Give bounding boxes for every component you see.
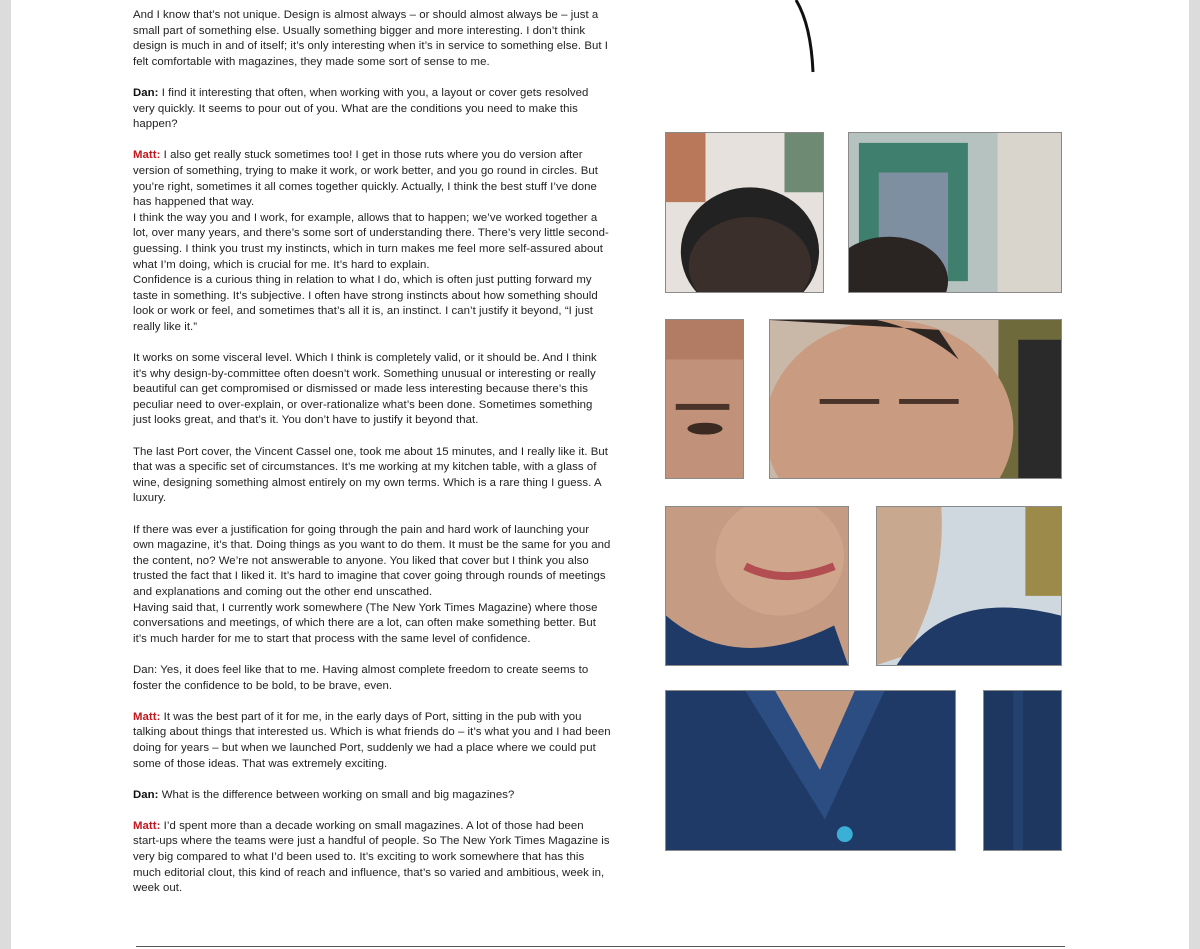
paragraph: Dan: I find it interesting that often, when working with you, a layout or cover gets resolved very quickly. It seems to pour out of you. What are the conditions you need to make this happen? bbox=[133, 86, 589, 131]
photo-tile bbox=[665, 506, 849, 666]
photo-tile bbox=[983, 690, 1062, 851]
paragraph: It works on some visceral level. Which I think is completely valid, or it should be. And I think it’s why design-by-committee often doesn’t work. Something unusual or interesting or really beautiful can get compromised or dismissed or made less interesting because there’s this peculiar need to over-explain, or over-rationalize what’s been done. Sometimes something just looks great, and that’s it. You don’t have to justify it beyond that. bbox=[133, 352, 597, 427]
photo-tile bbox=[665, 319, 744, 479]
speaker-label: Dan: bbox=[133, 86, 159, 99]
photo-tile bbox=[665, 132, 824, 293]
speaker-label: Dan: bbox=[133, 788, 159, 801]
speaker-label: Matt: bbox=[133, 819, 161, 832]
paragraph: Having said that, I currently work somewhere (The New York Times Magazine) where those conversations and meetings, of which there are a lot, can often make something better. But it’s much harder for me to start that process with the same level of confidence. bbox=[133, 601, 598, 645]
magazine-page bbox=[11, 0, 1189, 949]
paragraph: Dan: What is the difference between working on small and big magazines? bbox=[133, 788, 515, 801]
photo-tile bbox=[848, 132, 1062, 293]
paragraph: And I know that’s not unique. Design is almost always – or should almost always be – just a small part of something else. Usually something bigger and more interesting. I don’t think design is much in and of itself; it’s only interesting when it’s in service to something else. But I felt comfortable with magazines, they made some sort of sense to me. bbox=[133, 9, 608, 68]
paragraph: Matt: I also get really stuck sometimes too! I get in those ruts where you do version after version of something, trying to make it work, or work better, and you go round in circles. But you’re right, sometimes it all comes together quickly. Actually, I think the best stuff I’ve done has happened that way. bbox=[133, 149, 598, 209]
paragraph: If there was ever a justification for going through the pain and hard work of launching your own magazine, it’s that. Doing things as you want to do them. It must be the same for you and the content, no? We’re not answerable to anyone. You liked that cover but I think you also trusted the fact that I liked it. It’s hard to imagine that cover going through rounds of meetings and explanations and coming out the other end unscathed. bbox=[133, 523, 611, 598]
footer-rule bbox=[136, 946, 1065, 947]
article-body bbox=[133, 8, 613, 912]
photo-tile bbox=[665, 690, 956, 851]
decorative-curve-icon bbox=[781, 0, 841, 80]
paragraph: Confidence is a curious thing in relation to what I do, which is often just putting forward my taste in something. It’s subjective. I often have strong instincts about how something should look or work or feel, and sometimes that’s all it is, an instinct. I can’t justify it beyond, “I just really like it.” bbox=[133, 274, 598, 333]
paragraph: The last Port cover, the Vincent Cassel one, took me about 15 minutes, and I really like it. But that was a specific set of circumstances. It’s me working at my kitchen table, with a glass of wine, designing something almost entirely on my own terms. Which is a rare thing I guess. A luxury. bbox=[133, 445, 609, 505]
paragraph: Matt: It was the best part of it for me, in the early days of Port, sitting in the pub with you talking about things that interested us. Which is what friends do – it’s what you and I had been doing for years – but when we launched Port, suddenly we had a place where we could put some of those ideas. That was extremely exciting. bbox=[133, 710, 611, 770]
speaker-label: Matt: bbox=[133, 149, 161, 162]
speaker-label: Matt: bbox=[133, 710, 161, 723]
photo-tile bbox=[876, 506, 1062, 666]
paragraph: I think the way you and I work, for example, allows that to happen; we’ve worked together a lot, over many years, and there’s some sort of understanding there. There’s very little second-guessing. I think you trust my instincts, which in turn makes me feel more self-assured about what I’m doing, which is crucial for me. It’s hard to explain. bbox=[133, 211, 609, 271]
paragraph: Dan: Yes, it does feel like that to me. Having almost complete freedom to create seems to foster the confidence to be bold, to be brave, even. bbox=[133, 663, 589, 692]
photo-tile bbox=[769, 319, 1062, 479]
paragraph: Matt: I’d spent more than a decade working on small magazines. A lot of those had been start-ups where the teams were just a handful of people. So The New York Times Magazine is very big compared to what I’d been used to. It’s exciting to work somewhere that has this much editorial clout, this kind of reach and influence, that’s so varied and ambitious, week in, week out. bbox=[133, 819, 610, 895]
